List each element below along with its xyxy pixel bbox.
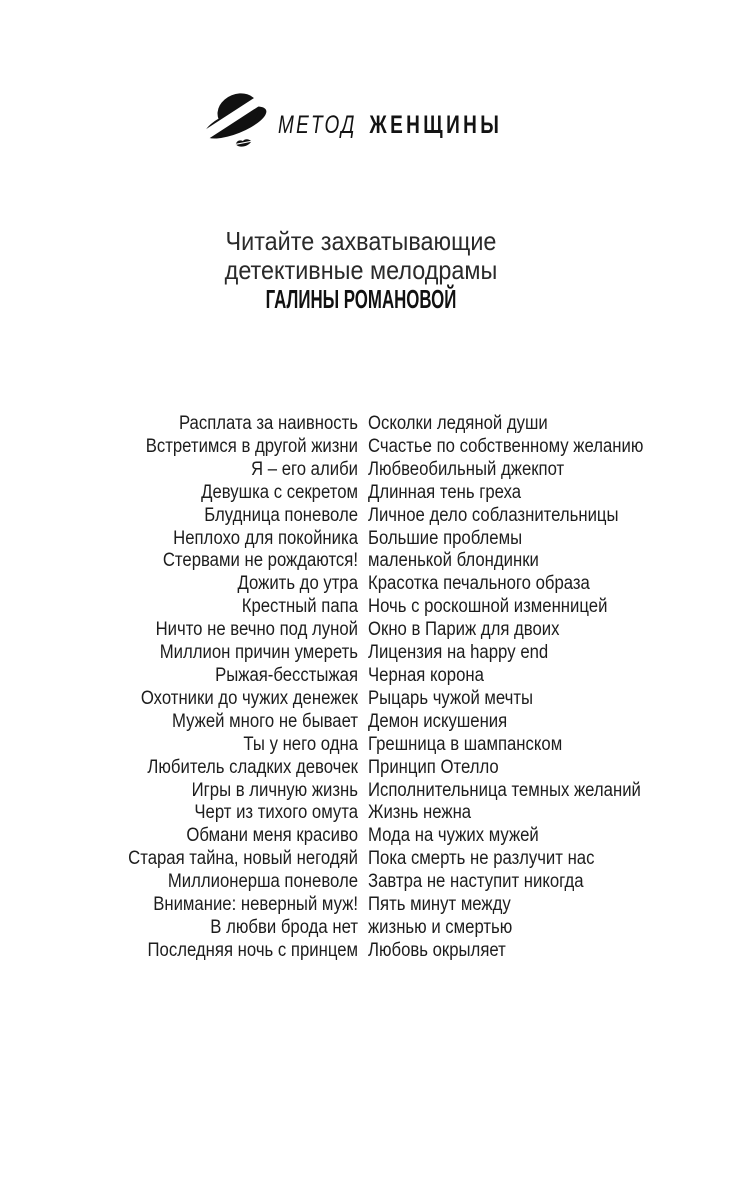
book-title-right: Ночь с роскошной изменницей	[368, 596, 608, 618]
book-title-right: жизнью и смертью	[368, 916, 513, 938]
book-title-right: Черная корона	[368, 664, 484, 686]
book-title-right: Лицензия на happy end	[368, 642, 549, 664]
book-list-row	[0, 482, 738, 505]
book-list-row	[0, 573, 738, 596]
book-list-row	[0, 505, 738, 528]
book-title-left: Блудница поневоле	[204, 504, 358, 526]
book-list-row	[0, 688, 738, 711]
book-title-right: Грешница в шампанском	[368, 733, 563, 755]
book-title-right: Принцип Отелло	[368, 756, 499, 778]
book-list	[0, 413, 738, 963]
book-title-left: Рыжая-бесстыжая	[215, 664, 358, 686]
book-title-left: Обмани меня красиво	[186, 825, 358, 847]
book-list-row	[0, 757, 738, 780]
book-list-row	[0, 436, 738, 459]
book-list-row	[0, 665, 738, 688]
book-title-right: Демон искушения	[368, 710, 508, 732]
author-name: ГАЛИНЫ РОМАНОВОЙ	[265, 284, 457, 314]
book-title-left: Игры в личную жизнь	[191, 779, 358, 801]
book-list-row	[0, 848, 738, 871]
publisher-logo	[203, 93, 573, 171]
book-title-right: Личное дело соблазнительницы	[368, 504, 619, 526]
book-title-right: Осколки ледяной души	[368, 413, 548, 434]
book-title-right: Любвеобильный джекпот	[368, 458, 565, 480]
book-title-left: Миллионерша поневоле	[167, 871, 358, 893]
book-list-row	[0, 596, 738, 619]
book-list-row	[0, 459, 738, 482]
book-list-row	[0, 528, 738, 551]
book-title-left: Миллион причин умереть	[159, 642, 358, 664]
book-title-left: Внимание: неверный муж!	[153, 894, 358, 916]
book-title-right: Пока смерть не разлучит нас	[368, 848, 595, 870]
series-intro-line-1: Читайте захватывающие	[225, 226, 497, 256]
book-list-row	[0, 802, 738, 825]
book-title-right: маленькой блондинки	[368, 550, 539, 572]
book-title-left: В любви брода нет	[210, 916, 358, 938]
series-intro	[36, 227, 686, 314]
book-title-left: Черт из тихого омута	[194, 802, 358, 824]
book-list-row	[0, 711, 738, 734]
book-title-right: Мода на чужих мужей	[368, 825, 539, 847]
book-list-row	[0, 550, 738, 573]
book-title-left: Любитель сладких девочек	[147, 756, 358, 778]
woman-hat-lips-icon	[203, 93, 269, 171]
logo-brand-suffix: ЖЕНЩИНЫ	[369, 110, 503, 139]
book-title-left: Крестный папа	[241, 596, 358, 618]
logo-brand-prefix: МЕТОД	[278, 110, 357, 139]
book-title-right: Любовь окрыляет	[368, 939, 506, 961]
book-title-right: Пять минут между	[368, 894, 511, 916]
series-intro-line-2: детективные мелодрамы	[224, 255, 498, 285]
book-list-row	[0, 894, 738, 917]
book-title-right: Исполнительница темных желаний	[368, 779, 641, 801]
book-title-left: Стервами не рождаются!	[162, 550, 358, 572]
book-title-left: Дожить до утра	[237, 573, 358, 595]
book-list-row	[0, 780, 738, 803]
book-title-right: Красотка печального образа	[368, 573, 590, 595]
book-title-right: Рыцарь чужой мечты	[368, 687, 534, 709]
book-title-left: Расплата за наивность	[178, 413, 358, 434]
book-list-row	[0, 734, 738, 757]
logo-text	[278, 111, 502, 140]
book-title-left: Старая тайна, новый негодяй	[128, 848, 358, 870]
book-title-left: Встретимся в другой жизни	[145, 435, 358, 457]
book-title-left: Девушка с секретом	[201, 481, 358, 503]
book-title-left: Мужей много не бывает	[171, 710, 358, 732]
book-list-row	[0, 642, 738, 665]
book-title-right: Длинная тень греха	[368, 481, 522, 503]
book-list-row	[0, 619, 738, 642]
book-title-left: Последняя ночь с принцем	[147, 939, 358, 961]
book-list-row	[0, 940, 738, 963]
book-title-right: Окно в Париж для двоих	[368, 619, 560, 641]
book-title-left: Ты у него одна	[243, 733, 358, 755]
book-title-left: Ничто не вечно под луной	[155, 619, 358, 641]
book-title-right: Завтра не наступит никогда	[368, 871, 584, 893]
book-title-right: Жизнь нежна	[368, 802, 472, 824]
book-list-row	[0, 825, 738, 848]
book-title-right: Счастье по собственному желанию	[368, 435, 644, 457]
book-title-left: Неплохо для покойника	[173, 527, 358, 549]
book-list-row	[0, 917, 738, 940]
book-list-row	[0, 413, 738, 436]
book-title-left: Охотники до чужих денежек	[140, 687, 358, 709]
book-title-right: Большие проблемы	[368, 527, 523, 549]
book-title-left: Я – его алиби	[251, 458, 358, 480]
book-list-row	[0, 871, 738, 894]
